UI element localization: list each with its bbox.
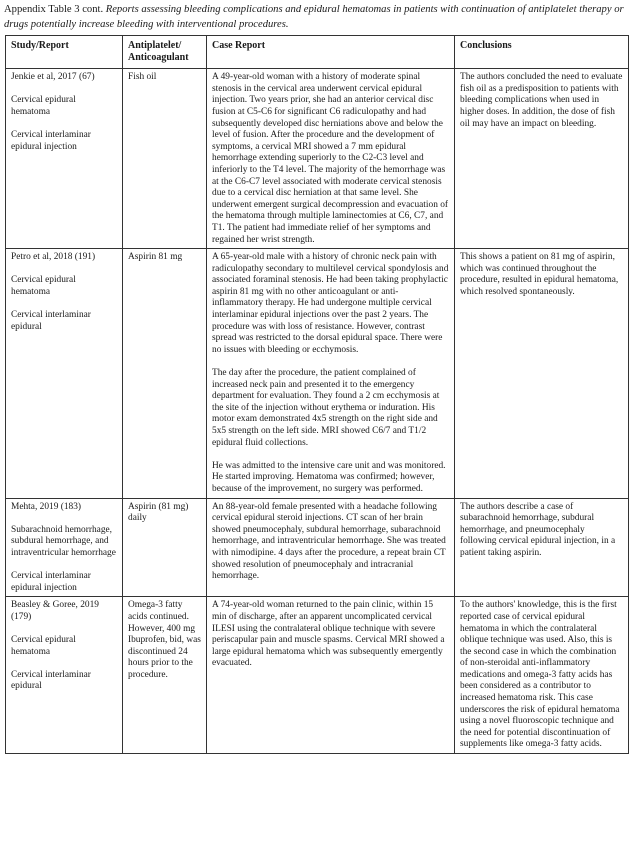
study-citation: Jenkie et al, 2017 (67) <box>11 72 95 83</box>
drug-cell <box>123 249 207 498</box>
header-study: Study/Report <box>6 36 123 69</box>
case-paragraph: An 88-year-old female presented with a headache following cervical epidural steroid injections. CT scan of her brain showed pneumocephaly, subdural hemorrhage, subarachnoid hemorrhage, and intraventricular hemorrhage. She was treated with nimodipine. 4 days after the procedure, a repeat brain CT showed resolution of pneumocephaly and intracranial hemorrhage. <box>212 501 446 582</box>
study-complication: Cervical epidural hematoma <box>11 275 76 297</box>
caption-description: Reports assessing bleeding complications and epidural hematomas in patients with continuation of antiplatelet therapy or drugs potentially increase bleeding with interventional procedures. <box>4 4 624 30</box>
study-procedure: Cervical interlaminar epidural <box>11 669 91 692</box>
study-citation: Beasley & Goree, 2019 (179) <box>11 600 99 622</box>
conclusions-cell <box>455 69 629 249</box>
conclusions-cell <box>455 597 629 754</box>
case-paragraph: A 49-year-old woman with a history of moderate spinal stenosis in the cervical area underwent cervical epidural injection. Two years prior, she had an anterior cervical disc fusion at C5-C6 for significant C6 radiculopathy and had subsequently developed disc herniations above and below the level of fusion. After the procedure and the development of symptoms, a cervical MRI showed a 7 mm epidural hemorrhage extending superiorly to the C2-C3 level and inferiorly to the T4 level. The majority of the hemorrhage was at the C6-C7 level associated with moderate cervical stenosis due to a cervical disc herniation at that same level. She underwent emergent surgical decompression and evacuation of the hematoma through multiple laminectomies at C6, C7, and T1. The patient had immediate relief of her symptoms and regained her wrist strength. <box>212 72 449 245</box>
study-cell <box>6 498 123 597</box>
case-paragraph: He was admitted to the intensive care unit and was monitored. He started improving. Hematoma was confirmed; however, because of the improvement, no surgery was performed. <box>212 460 446 494</box>
header-case-report: Case Report <box>207 36 455 69</box>
table-row <box>6 69 629 249</box>
table-row <box>6 498 629 597</box>
conclusions-text: This shows a patient on 81 mg of aspirin, which was continued throughout the procedure, resulted in epidural hematoma, which resolved spontaneously. <box>460 252 619 297</box>
study-procedure: Cervical interlaminar epidural injection <box>11 130 91 152</box>
conclusions-text: The authors concluded the need to evaluate fish oil as a predisposition to patients with bleeding complications when used in higher doses. In addition, the dose of fish oil may have an impact on bleeding. <box>460 72 623 129</box>
study-complication: Subarachnoid hemorrhage, subdural hemorrhage, and intraventricular hemorrhage <box>11 524 116 558</box>
study-procedure: Cervical interlaminar epidural injection <box>11 571 91 593</box>
drug-text: Fish oil <box>128 72 157 83</box>
study-complication: Cervical epidural hematoma <box>11 95 76 117</box>
study-cell <box>6 249 123 498</box>
conclusions-text: The authors describe a case of subarachnoid hemorrhage, subdural hemorrhage, and pneumocephaly following cervical epidural injection, in a patient taking aspirin. <box>460 501 616 558</box>
conclusions-cell <box>455 249 629 498</box>
drug-cell <box>123 597 207 754</box>
table-row <box>6 249 629 498</box>
drug-cell <box>123 69 207 249</box>
study-citation: Mehta, 2019 (183) <box>11 501 82 512</box>
case-paragraph: A 74-year-old woman returned to the pain clinic, within 15 min of discharge, after an apparent uncomplicated cervical ILESI using the contralateral oblique technique with severe periscapular pain and muscle spasms. Cervical MRI showed a large epidural hematoma which was subsequently emergently evacuated. <box>212 600 445 669</box>
drug-text: Omega-3 fatty acids continued. However, 400 mg Ibuprofen, bid, was discontinued 24 hours prior to the procedure. <box>128 600 201 680</box>
case-paragraph: A 65-year-old male with a history of chronic neck pain with radiculopathy secondary to multilevel cervical spondylosis and associated foraminal stenosis. He had been taking prophylactic aspirin 81 mg with no other anticoagulant or anti-inflammatory therapy. He had undergone multiple cervical interlaminar epidural injections over the past 2 years. The procedure was with loss of resistance. However, contrast spread was restricted to the dorsal epidural space. There were no issues with bleeding or ecchymosis. <box>212 252 449 355</box>
table-row <box>6 597 629 754</box>
drug-text: Aspirin 81 mg <box>128 252 183 263</box>
study-cell <box>6 597 123 754</box>
case-paragraph: The day after the procedure, the patient complained of increased neck pain and presented it to the emergency department for evaluation. They found a 2 cm ecchymosis at the site of the injection without erythema or induration. His motor exam demonstrated 4x5 strength on the right side and 5x5 strength on the left side. MRI showed C6/7 and T1/2 epidural fluid collections. <box>212 368 440 448</box>
drug-text: Aspirin (81 mg) daily <box>128 501 189 524</box>
evidence-table <box>5 35 629 754</box>
header-drug: Antiplatelet/ Anticoagulant <box>123 36 207 69</box>
drug-cell <box>123 498 207 597</box>
caption-lead: Appendix Table 3 cont. <box>4 4 104 15</box>
study-cell <box>6 69 123 249</box>
table-caption <box>4 3 628 32</box>
conclusions-cell <box>455 498 629 597</box>
conclusions-text: To the authors' knowledge, this is the first reported case of cervical epidural hematoma in which the contralateral oblique technique was used. Also, this is the second case in which the combination of non-steroidal anti-inflammatory medications and omega-3 fatty acids has been considered as a contributor to increased hematoma risk. This case underscores the risk of epidural hematoma using a novel fluoroscopic technique and the need for potential discontinuation of supplements like omega-3 fatty acids. <box>460 600 620 750</box>
table-header-row <box>6 36 629 69</box>
case-cell <box>207 69 455 249</box>
study-procedure: Cervical interlaminar epidural <box>11 310 91 332</box>
study-complication: Cervical epidural hematoma <box>11 635 76 657</box>
case-cell <box>207 597 455 754</box>
case-cell <box>207 498 455 597</box>
header-conclusions: Conclusions <box>455 36 629 69</box>
study-citation: Petro et al, 2018 (191) <box>11 252 96 263</box>
case-cell <box>207 249 455 498</box>
